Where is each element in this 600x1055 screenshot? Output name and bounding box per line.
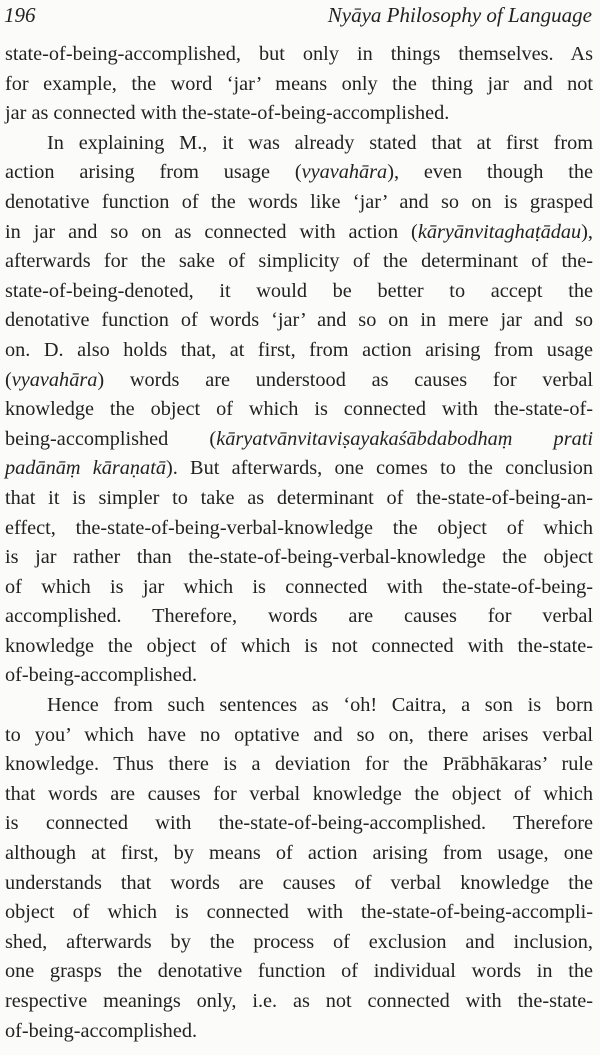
text-segment: that words are causes for verbal knowledge the object of which xyxy=(5,782,593,805)
text-segment: shed, afterwards by the process of exclusion and inclusion, xyxy=(5,930,593,953)
text-segment: ), even though the xyxy=(387,161,594,184)
text-line xyxy=(5,573,593,603)
page-number: 196 xyxy=(4,2,36,27)
italic-term: vyavahāra xyxy=(301,161,388,184)
text-segment: respective meanings only, i.e. as not connected with the-state- xyxy=(5,990,593,1012)
paragraph xyxy=(5,691,593,1046)
text-line xyxy=(5,218,593,248)
text-segment: is jar rather than the-state-of-being-verbal-knowledge the object xyxy=(5,546,593,569)
text-line xyxy=(5,691,593,721)
text-line xyxy=(5,188,593,218)
text-segment: ). But afterwards, one comes to the conclusion xyxy=(165,457,593,480)
text-segment: state-of-being-accomplished, but only in things themselves. As xyxy=(5,43,593,65)
text-line xyxy=(5,158,593,188)
text-line xyxy=(5,1017,593,1047)
text-segment: understands that words are causes of verbal knowledge the xyxy=(5,871,593,894)
text-line xyxy=(5,661,593,691)
text-segment: action arising from usage ( xyxy=(5,161,302,184)
text-segment: effect, the-state-of-being-verbal-knowledge the object of which xyxy=(5,516,593,539)
text-line xyxy=(5,247,593,277)
italic-term: kāryatvānvitaviṣayakaśābdabodhaṃ prati xyxy=(216,427,593,450)
text-line xyxy=(5,99,593,129)
text-line xyxy=(5,809,593,839)
text-segment: on. D. also holds that, at first, from action arising from usage xyxy=(5,338,593,361)
paragraph xyxy=(5,129,593,691)
text-segment: for example, the word ‘jar’ means only the thing jar and not xyxy=(5,72,593,95)
text-segment: afterwards for the sake of simplicity of the determinant of the- xyxy=(5,250,593,273)
text-segment: although at first, by means of action arising from usage, one xyxy=(5,842,593,865)
text-line xyxy=(5,632,593,662)
text-segment: jar as connected with the-state-of-being-accomplished. xyxy=(5,102,450,125)
text-segment: denotative function of the words like ‘jar’ and so on is grasped xyxy=(5,190,593,213)
text-line xyxy=(5,336,593,366)
text-line xyxy=(5,366,593,396)
italic-term: vyavahāra xyxy=(11,368,98,391)
italic-term: kāryānvitaghaṭādau xyxy=(417,220,582,243)
running-header xyxy=(4,0,592,30)
italic-term: padānāṃ kāraṇatā xyxy=(5,457,166,480)
text-line xyxy=(5,425,593,455)
text-segment: in jar and so on as connected with action ( xyxy=(5,220,418,243)
text-segment: knowledge the object of which is not connected with the-state- xyxy=(5,634,593,657)
text-line xyxy=(5,839,593,869)
text-line xyxy=(5,129,593,159)
text-segment: of which is jar which is connected with the-state-of-being- xyxy=(5,575,593,598)
text-line xyxy=(5,40,593,70)
text-line xyxy=(5,602,593,632)
text-segment: knowledge the object of which is connected with the-state-of- xyxy=(5,398,593,421)
text-segment: of-being-accomplished. xyxy=(5,1019,198,1042)
page-body xyxy=(5,40,593,1046)
text-line xyxy=(5,395,593,425)
text-segment: ), xyxy=(581,220,593,243)
text-line xyxy=(5,898,593,928)
text-segment: state-of-being-denoted, it would be better to accept the xyxy=(5,279,593,302)
text-line xyxy=(5,484,593,514)
text-line xyxy=(5,306,593,336)
text-line xyxy=(5,987,593,1017)
text-segment: being-accomplished ( xyxy=(5,427,217,450)
text-segment: accomplished. Therefore, words are causes for verbal xyxy=(5,605,593,628)
text-segment: is connected with the-state-of-being-accomplished. Therefore xyxy=(5,812,593,835)
text-segment: ) words are understood as causes for verbal xyxy=(97,368,593,391)
text-line xyxy=(5,721,593,751)
text-segment: to you’ which have no optative and so on, there arises verbal xyxy=(5,723,593,746)
text-segment: one grasps the denotative function of individual words in the xyxy=(5,960,593,983)
text-line xyxy=(5,543,593,573)
text-line xyxy=(5,750,593,780)
text-line xyxy=(5,277,593,307)
text-line xyxy=(5,957,593,987)
text-segment: of-being-accomplished. xyxy=(5,664,198,687)
text-line xyxy=(5,454,593,484)
text-line xyxy=(5,780,593,810)
text-line xyxy=(5,869,593,899)
text-segment: In explaining M., it was already stated that at first from xyxy=(47,131,593,154)
text-segment: Hence from such sentences as ‘oh! Caitra, a son is born xyxy=(47,694,593,717)
text-segment: that it is simpler to take as determinant of the-state-of-being-an- xyxy=(5,486,593,509)
running-title: Nyāya Philosophy of Language xyxy=(327,2,592,27)
text-line xyxy=(5,928,593,958)
paragraph xyxy=(5,40,593,129)
text-segment: denotative function of words ‘jar’ and so on in mere jar and so xyxy=(5,309,593,332)
text-line xyxy=(5,70,593,100)
text-segment: object of which is connected with the-state-of-being-accompli- xyxy=(5,901,593,924)
text-line xyxy=(5,514,593,544)
text-segment: knowledge. Thus there is a deviation for the Prābhākaras’ rule xyxy=(5,753,593,776)
text-segment: ( xyxy=(5,368,12,391)
